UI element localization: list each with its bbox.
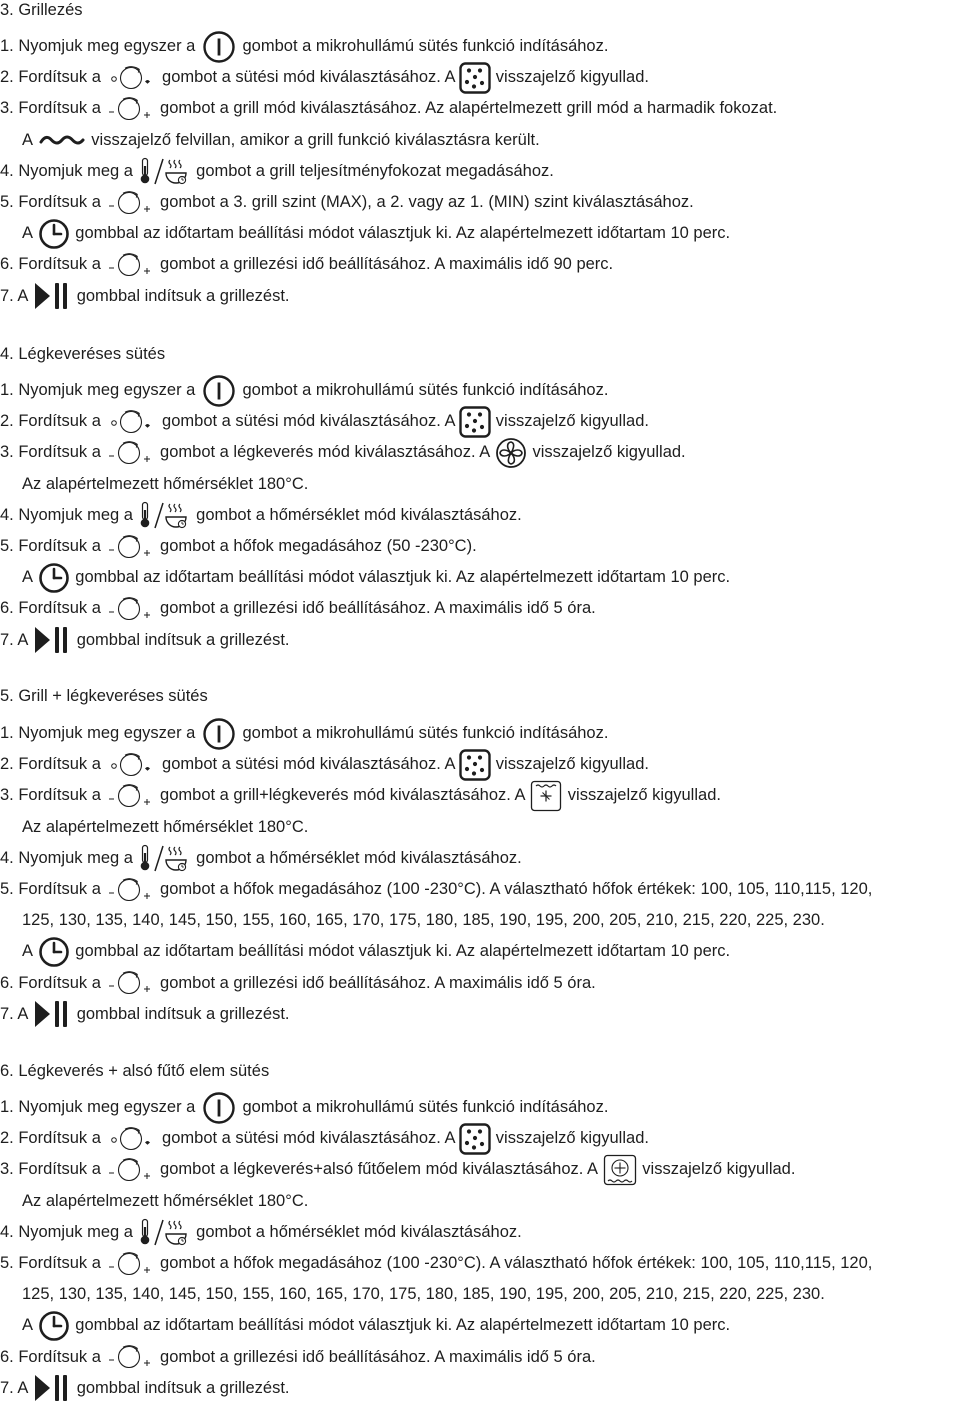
instruction-text: 5. Fordítsuk a xyxy=(0,1254,106,1272)
instruction-text: Az alapértelmezett hőmérséklet 180°C. xyxy=(22,474,309,493)
instruction-line xyxy=(22,469,308,500)
instruction-line xyxy=(0,249,613,280)
instruction-line xyxy=(22,125,540,156)
plus-minus-knob-icon xyxy=(105,95,155,123)
instruction-line xyxy=(0,281,290,312)
instruction-text: gombot a hőmérséklet mód kiválasztásához. xyxy=(191,1222,522,1241)
instruction-text: A xyxy=(22,1316,37,1335)
instruction-line xyxy=(0,93,777,124)
mode-knob-icon xyxy=(105,1125,157,1153)
instruction-text: visszajelző kigyullad. xyxy=(637,1160,796,1179)
instruction-text: gombot a sütési mód kiválasztásához. A xyxy=(157,755,460,774)
instruction-text: gombot a hőfok megadásához (50 -230°C). xyxy=(155,537,477,555)
plus-minus-knob-icon xyxy=(105,251,155,279)
instruction-text: gombot a hőfok megadásához (100 -230°C). A választható hőfok értékek: 100, 105, 110,115, 120, xyxy=(155,1254,873,1272)
instruction-text: 6. Fordítsuk a xyxy=(0,599,106,618)
instruction-line xyxy=(0,593,596,624)
clock-icon xyxy=(37,218,71,250)
instruction-line xyxy=(0,625,290,656)
instruction-text: 5. Fordítsuk a xyxy=(0,880,106,898)
instruction-text: gombot a sütési mód kiválasztásához. A xyxy=(157,1129,460,1148)
clock-icon xyxy=(37,936,71,968)
instruction-line xyxy=(0,62,649,93)
oven-dots-icon xyxy=(459,62,491,94)
instruction-text: gombot a grill teljesítményfokozat megadásához. xyxy=(191,161,554,180)
instruction-line xyxy=(22,905,825,936)
instruction-line xyxy=(0,500,522,531)
mode-knob-icon xyxy=(105,408,157,436)
fan-bottom-heat-icon xyxy=(602,1154,638,1186)
instruction-line xyxy=(22,1186,308,1217)
instruction-line xyxy=(22,218,730,249)
instruction-line xyxy=(0,406,649,437)
instruction-text: visszajelző kigyullad. xyxy=(491,412,649,431)
instruction-text: gombbal az időtartam beállítási módot választjuk ki. Az alapértelmezett időtartam 10 perc. xyxy=(70,224,731,243)
instruction-text: A xyxy=(22,568,37,587)
instruction-text: 6. Fordítsuk a xyxy=(0,1347,106,1366)
instruction-text: 6. Fordítsuk a xyxy=(0,973,106,992)
power-icon xyxy=(200,30,238,64)
instruction-text: 1. Nyomjuk meg egyszer a xyxy=(0,37,200,55)
instruction-line xyxy=(0,968,596,999)
instruction-text: 4. Nyomjuk meg a xyxy=(0,505,138,524)
instruction-text: 2. Fordítsuk a xyxy=(0,755,106,774)
grill-wave-icon xyxy=(37,132,87,148)
instruction-line xyxy=(0,1342,596,1373)
instruction-text: 1. Nyomjuk meg egyszer a xyxy=(0,1098,200,1116)
instruction-line xyxy=(0,843,522,874)
instruction-text: 2. Fordítsuk a xyxy=(0,412,106,431)
instruction-text: 4. Nyomjuk meg a xyxy=(0,161,138,180)
instruction-line xyxy=(22,936,730,967)
instruction-line xyxy=(0,1092,608,1123)
plus-minus-knob-icon xyxy=(105,595,155,623)
plus-minus-knob-icon xyxy=(105,1250,155,1278)
instruction-text: Az alapértelmezett hőmérséklet 180°C. xyxy=(22,817,309,836)
plus-minus-knob-icon xyxy=(105,1343,155,1371)
instruction-text: gombbal indítsuk a grillezést. xyxy=(72,1004,290,1023)
instruction-text: visszajelző kigyullad. xyxy=(563,786,721,805)
instruction-text: gombot a grillezési idő beállításához. A maximális idő 5 óra. xyxy=(155,599,596,618)
thermometer-steam-icon xyxy=(138,1218,192,1246)
instruction-text: gombot a grillezési idő beállításához. A maximális idő 5 óra. xyxy=(155,973,596,992)
fan-icon xyxy=(494,437,528,469)
instruction-text: visszajelző felvillan, amikor a grill funkció kiválasztásra került. xyxy=(86,130,540,149)
instruction-line xyxy=(22,812,308,843)
instruction-text: gombbal indítsuk a grillezést. xyxy=(72,286,290,305)
instruction-text: 2. Fordítsuk a xyxy=(0,1129,106,1148)
plus-minus-knob-icon xyxy=(105,533,155,561)
thermometer-steam-icon xyxy=(138,844,192,872)
instruction-text: gombbal az időtartam beállítási módot választjuk ki. Az alapértelmezett időtartam 10 perc. xyxy=(70,568,731,587)
mode-knob-icon xyxy=(105,751,157,779)
instruction-text: gombot a grill mód kiválasztásához. Az alapértelmezett grill mód a harmadik fokozat. xyxy=(155,99,778,118)
instruction-line xyxy=(0,375,608,406)
instruction-text: 3. Fordítsuk a xyxy=(0,1160,106,1179)
section-heading: 6. Légkeverés + alsó fűtő elem sütés xyxy=(0,1062,270,1080)
instruction-text: A xyxy=(22,942,37,961)
section-heading: 3. Grillezés xyxy=(0,1,83,19)
instruction-line xyxy=(0,1373,290,1404)
instruction-text: gombot a grill+légkeverés mód kiválasztásához. A xyxy=(155,786,530,805)
instruction-text: 7. A xyxy=(0,630,33,649)
play-pause-icon xyxy=(32,1373,72,1403)
instruction-line xyxy=(22,1279,825,1310)
instruction-line xyxy=(0,1154,795,1185)
instruction-text: gombot a mikrohullámú sütés funkció indításához. xyxy=(237,724,609,742)
instruction-text: visszajelző kigyullad. xyxy=(491,1129,649,1148)
instruction-text: gombot a mikrohullámú sütés funkció indításához. xyxy=(237,1098,609,1116)
instruction-text: gombbal az időtartam beállítási módot választjuk ki. Az alapértelmezett időtartam 10 perc. xyxy=(70,1316,731,1335)
instruction-text: gombot a sütési mód kiválasztásához. A xyxy=(157,412,460,431)
plus-minus-knob-icon xyxy=(105,969,155,997)
instruction-text: 1. Nyomjuk meg egyszer a xyxy=(0,724,200,742)
instruction-text: 3. Fordítsuk a xyxy=(0,786,106,805)
plus-minus-knob-icon xyxy=(105,439,155,467)
instruction-text: gombot a 3. grill szint (MAX), a 2. vagy az 1. (MIN) szint kiválasztásához. xyxy=(155,193,694,211)
instruction-text: gombot a hőmérséklet mód kiválasztásához. xyxy=(191,505,522,524)
instruction-line xyxy=(0,1123,649,1154)
instruction-text: 125, 130, 135, 140, 145, 150, 155, 160, 165, 170, 175, 180, 185, 190, 195, 200, 205, 210, 215, 220, 225, 230. xyxy=(22,911,825,930)
play-pause-icon xyxy=(32,281,72,311)
instruction-line xyxy=(22,562,730,593)
plus-minus-knob-icon xyxy=(105,782,155,810)
instruction-text: gombot a grillezési idő beállításához. A maximális idő 5 óra. xyxy=(155,1347,596,1366)
instruction-text: 125, 130, 135, 140, 145, 150, 155, 160, 165, 170, 175, 180, 185, 190, 195, 200, 205, 210, 215, 220, 225, 230. xyxy=(22,1285,825,1304)
power-icon xyxy=(200,717,238,751)
instruction-text: 3. Fordítsuk a xyxy=(0,99,106,118)
instruction-text: 4. Nyomjuk meg a xyxy=(0,1222,138,1241)
oven-dots-icon xyxy=(459,406,491,438)
instruction-text: 7. A xyxy=(0,286,33,305)
instruction-line xyxy=(0,749,649,780)
instruction-line xyxy=(0,1248,872,1279)
instruction-line xyxy=(0,31,608,62)
plus-minus-knob-icon xyxy=(105,189,155,217)
instruction-text: gombbal indítsuk a grillezést. xyxy=(72,1378,290,1397)
instruction-line xyxy=(0,780,721,811)
plus-minus-knob-icon xyxy=(105,876,155,904)
instruction-text: gombot a légkeverés+alsó fűtőelem mód kiválasztásához. A xyxy=(155,1160,602,1179)
oven-dots-icon xyxy=(459,749,491,781)
instruction-text: gombot a hőfok megadásához (100 -230°C). A választható hőfok értékek: 100, 105, 110,115, 120, xyxy=(155,880,873,898)
grill-fan-icon xyxy=(529,780,563,812)
instruction-text: gombbal indítsuk a grillezést. xyxy=(72,630,290,649)
instruction-text: 2. Fordítsuk a xyxy=(0,68,106,87)
section-heading: 4. Légkeveréses sütés xyxy=(0,345,166,363)
clock-icon xyxy=(37,1310,71,1342)
thermometer-steam-icon xyxy=(138,501,192,529)
instruction-text: 1. Nyomjuk meg egyszer a xyxy=(0,381,200,399)
section-heading: 5. Grill + légkeveréses sütés xyxy=(0,687,208,705)
instruction-line xyxy=(0,156,554,187)
instruction-line xyxy=(0,999,290,1030)
instruction-text: gombbal az időtartam beállítási módot választjuk ki. Az alapértelmezett időtartam 10 perc. xyxy=(70,942,731,961)
instruction-line xyxy=(0,187,694,218)
instruction-text: 7. A xyxy=(0,1004,33,1023)
oven-dots-icon xyxy=(459,1123,491,1155)
plus-minus-knob-icon xyxy=(105,1156,155,1184)
instruction-line xyxy=(0,1217,522,1248)
instruction-text: A xyxy=(22,224,37,243)
instruction-text: 5. Fordítsuk a xyxy=(0,537,106,555)
instruction-text: gombot a sütési mód kiválasztásához. A xyxy=(157,68,460,87)
instruction-text: visszajelző kigyullad. xyxy=(527,443,686,462)
instruction-line xyxy=(0,437,686,468)
instruction-text: visszajelző kigyullad. xyxy=(491,755,649,774)
instruction-text: Az alapértelmezett hőmérséklet 180°C. xyxy=(22,1191,309,1210)
instruction-line xyxy=(22,1310,730,1341)
power-icon xyxy=(200,374,238,408)
clock-icon xyxy=(37,562,71,594)
instruction-text: gombot a mikrohullámú sütés funkció indításához. xyxy=(237,381,609,399)
power-icon xyxy=(200,1091,238,1125)
instruction-line xyxy=(0,874,872,905)
instruction-line xyxy=(0,718,608,749)
instruction-text: visszajelző kigyullad. xyxy=(491,68,649,87)
instruction-text: A xyxy=(22,130,37,149)
instruction-text: gombot a grillezési idő beállításához. A maximális idő 90 perc. xyxy=(155,255,614,274)
mode-knob-icon xyxy=(105,64,157,92)
instruction-text: 5. Fordítsuk a xyxy=(0,193,106,211)
instruction-text: 6. Fordítsuk a xyxy=(0,255,106,274)
instruction-text: gombot a mikrohullámú sütés funkció indításához. xyxy=(237,37,609,55)
instruction-text: 7. A xyxy=(0,1378,33,1397)
instruction-text: 4. Nyomjuk meg a xyxy=(0,848,138,867)
instruction-text: gombot a hőmérséklet mód kiválasztásához. xyxy=(191,848,522,867)
thermometer-steam-icon xyxy=(138,157,192,185)
play-pause-icon xyxy=(32,625,72,655)
instruction-text: gombot a légkeverés mód kiválasztásához. A xyxy=(155,443,494,462)
instruction-line xyxy=(0,531,477,562)
instruction-text: 3. Fordítsuk a xyxy=(0,443,106,462)
play-pause-icon xyxy=(32,999,72,1029)
